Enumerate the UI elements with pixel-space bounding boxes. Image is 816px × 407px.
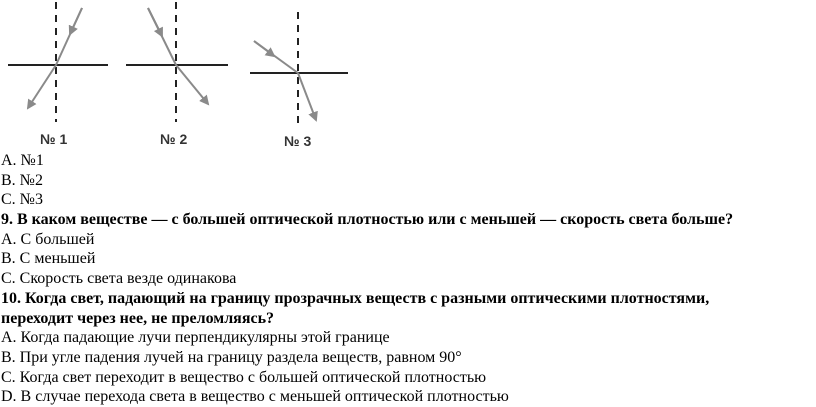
refracted-ray-1 <box>28 65 56 108</box>
q9-question: 9. В каком веществе — с большей оптической плотностью или с меньшей — скорость света больше? <box>1 211 734 229</box>
q8-option-b: B. №2 <box>1 171 43 189</box>
q8-option-c: C. №3 <box>1 191 43 209</box>
diagram-3 <box>250 12 348 149</box>
q10-option-b: B. При угле падения лучей на границу раздела веществ, равном 90° <box>1 348 462 366</box>
caption-3: № 3 <box>284 133 312 149</box>
diagram-1 <box>8 2 108 147</box>
q10-question-line-1: 10. Когда свет, падающий на границу прозрачных веществ с разными оптическими плотностями, <box>1 289 710 307</box>
q10-question-line-2: переходит через нее, не преломляясь? <box>1 309 275 327</box>
incident-arrow-1 <box>70 8 82 34</box>
refracted-ray-3 <box>298 73 316 120</box>
question-text <box>0 151 816 407</box>
q10-option-d: D. В случае перехода света в вещество с меньшей оптической плотностью <box>1 388 509 406</box>
refraction-diagrams <box>0 0 816 150</box>
caption-1: № 1 <box>40 131 68 147</box>
incident-arrow-3 <box>254 41 274 56</box>
caption-2: № 2 <box>160 131 188 147</box>
q9-option-c: C. Скорость света везде одинакова <box>1 270 237 288</box>
incident-arrow-2 <box>148 8 162 36</box>
diagram-2 <box>126 2 228 147</box>
q8-option-a: A. №1 <box>1 152 44 169</box>
q10-option-c: C. Когда свет переходит в вещество с большей оптической плотностью <box>1 368 487 386</box>
q10-option-a: A. Когда падающие лучи перпендикулярны этой границе <box>1 329 390 347</box>
refracted-ray-2 <box>176 65 208 104</box>
q9-option-b: B. С меньшей <box>1 250 96 268</box>
q9-option-a: A. С большей <box>1 230 95 248</box>
